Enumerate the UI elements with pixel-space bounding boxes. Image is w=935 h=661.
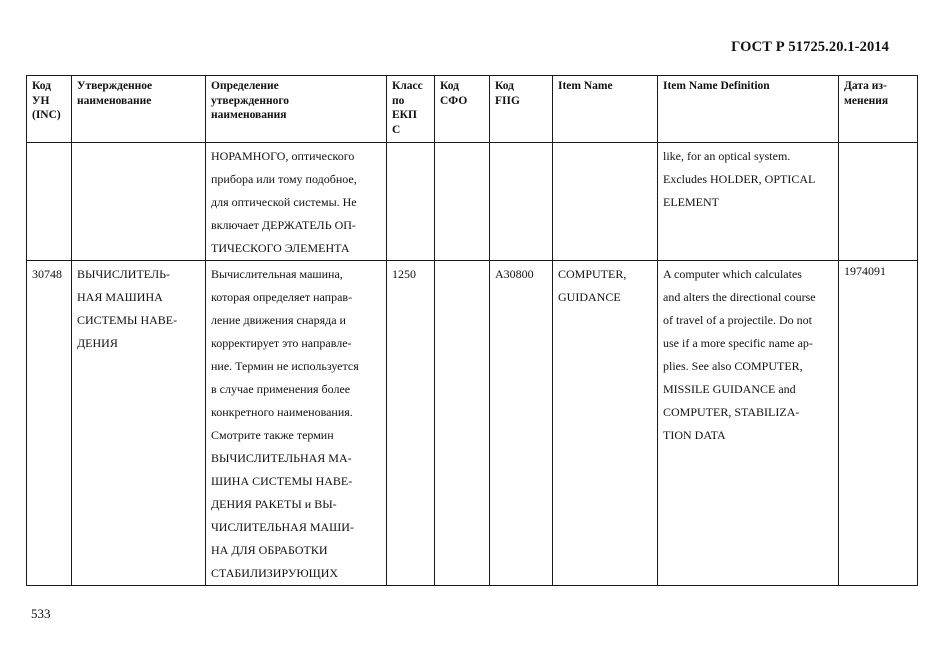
cell-line: Смотрите также термин bbox=[211, 428, 334, 442]
col-header-change-date bbox=[839, 76, 918, 143]
definition-ru-cell bbox=[206, 261, 387, 586]
col-header-line: Item Name bbox=[558, 80, 613, 92]
definition-ru-cell bbox=[206, 143, 387, 261]
standard-number: ГОСТ Р 51725.20.1-2014 bbox=[731, 39, 889, 55]
table-row bbox=[27, 143, 918, 261]
inc-cell bbox=[27, 261, 72, 586]
cell-line: COMPUTER, STABILIZA- bbox=[663, 405, 800, 419]
col-header-inc bbox=[27, 76, 72, 143]
cell-line: конкретного наименования. bbox=[211, 405, 353, 419]
col-header-class bbox=[387, 76, 435, 143]
item-name-definition-cell bbox=[658, 143, 839, 261]
cell-value: 30748 bbox=[32, 267, 62, 281]
cell-line: plies. See also COMPUTER, bbox=[663, 359, 803, 373]
class-cell bbox=[387, 143, 435, 261]
cell-line: НАЯ МАШИНА bbox=[77, 290, 163, 304]
col-header-line: утвержденного bbox=[211, 94, 290, 107]
col-header-line: Дата из- bbox=[844, 80, 887, 92]
sfo-cell bbox=[435, 143, 490, 261]
col-header-sfo bbox=[435, 76, 490, 143]
col-header-line: ЕКП bbox=[392, 109, 417, 122]
cell-value: 1974091 bbox=[844, 264, 886, 278]
col-header-line: Определение bbox=[211, 80, 279, 92]
col-header-line: Код bbox=[440, 80, 460, 92]
cell-line: ние. Термин не используется bbox=[211, 359, 359, 373]
cell-line: корректирует это направле- bbox=[211, 336, 352, 350]
table-row bbox=[27, 261, 918, 586]
cell-line: прибора или тому подобное, bbox=[211, 172, 357, 186]
approved-name-cell bbox=[72, 143, 206, 261]
change-date-cell bbox=[839, 143, 918, 261]
fiig-cell bbox=[490, 261, 553, 586]
cell-line: СТАБИЛИЗИРУЮЩИХ bbox=[211, 566, 339, 580]
item-name-cell bbox=[553, 143, 658, 261]
item-names-table bbox=[26, 75, 918, 586]
class-cell bbox=[387, 261, 435, 586]
col-header-line: FIIG bbox=[495, 94, 520, 107]
cell-line: включает ДЕРЖАТЕЛЬ ОП- bbox=[211, 218, 356, 232]
col-header-line: Item Name Definition bbox=[663, 80, 770, 92]
cell-line: COMPUTER, bbox=[558, 267, 627, 281]
cell-line: СИСТЕМЫ НАВЕ- bbox=[77, 313, 178, 327]
fiig-cell bbox=[490, 143, 553, 261]
col-header-line: наименования bbox=[211, 109, 287, 122]
cell-line: ДЕНИЯ bbox=[77, 336, 118, 350]
cell-line: ТИЧЕСКОГО ЭЛЕМЕНТА bbox=[211, 241, 350, 255]
col-header-line: С bbox=[392, 123, 401, 136]
cell-value: 1250 bbox=[392, 267, 416, 281]
col-header-line: Код bbox=[495, 80, 515, 92]
cell-line: ВЫЧИСЛИТЕЛЬ- bbox=[77, 267, 170, 281]
col-header-line: Утвержденное bbox=[77, 80, 153, 92]
cell-value: A30800 bbox=[495, 267, 534, 281]
cell-line: Excludes HOLDER, OPTICAL bbox=[663, 172, 816, 186]
cell-line: ВЫЧИСЛИТЕЛЬНАЯ МА- bbox=[211, 451, 352, 465]
cell-line: которая определяет направ- bbox=[211, 290, 353, 304]
sfo-cell bbox=[435, 261, 490, 586]
cell-line: GUIDANCE bbox=[558, 290, 621, 304]
cell-line: в случае применения более bbox=[211, 382, 351, 396]
cell-line: like, for an optical system. bbox=[663, 149, 791, 163]
col-header-approved-name bbox=[72, 76, 206, 143]
item-name-cell bbox=[553, 261, 658, 586]
col-header-line: СФО bbox=[440, 94, 468, 107]
cell-line: TION DATA bbox=[663, 428, 726, 442]
col-header-line: Класс bbox=[392, 80, 423, 92]
col-header-fiig bbox=[490, 76, 553, 143]
cell-line: ELEMENT bbox=[663, 195, 719, 209]
col-header-item-name-definition bbox=[658, 76, 839, 143]
cell-line: A computer which calculates bbox=[663, 267, 802, 281]
col-header-line: наименование bbox=[77, 94, 152, 107]
cell-line: НА ДЛЯ ОБРАБОТКИ bbox=[211, 543, 328, 557]
cell-line: ШИНА СИСТЕМЫ НАВЕ- bbox=[211, 474, 353, 488]
cell-line: НОРАМНОГО, оптического bbox=[211, 149, 355, 163]
col-header-line: менения bbox=[844, 94, 889, 107]
cell-line: ление движения снаряда и bbox=[211, 313, 346, 327]
cell-line: ДЕНИЯ РАКЕТЫ и ВЫ- bbox=[211, 497, 337, 511]
col-header-line: по bbox=[392, 94, 405, 107]
cell-line: MISSILE GUIDANCE and bbox=[663, 382, 796, 396]
cell-line: and alters the directional course bbox=[663, 290, 816, 304]
table-header-row bbox=[27, 76, 918, 143]
col-header-line: УН bbox=[32, 94, 50, 107]
inc-cell bbox=[27, 143, 72, 261]
cell-line: для оптической системы. Не bbox=[211, 195, 357, 209]
col-header-definition-ru bbox=[206, 76, 387, 143]
cell-line: use if a more specific name ap- bbox=[663, 336, 813, 350]
page-number: 533 bbox=[31, 606, 51, 621]
cell-line: ЧИСЛИТЕЛЬНАЯ МАШИ- bbox=[211, 520, 354, 534]
cell-line: Вычислительная машина, bbox=[211, 267, 343, 281]
approved-name-cell bbox=[72, 261, 206, 586]
change-date-cell bbox=[839, 261, 918, 586]
col-header-item-name bbox=[553, 76, 658, 143]
cell-line: of travel of a projectile. Do not bbox=[663, 313, 812, 327]
col-header-line: Код bbox=[32, 80, 52, 92]
item-name-definition-cell bbox=[658, 261, 839, 586]
col-header-line: (INC) bbox=[32, 109, 61, 122]
